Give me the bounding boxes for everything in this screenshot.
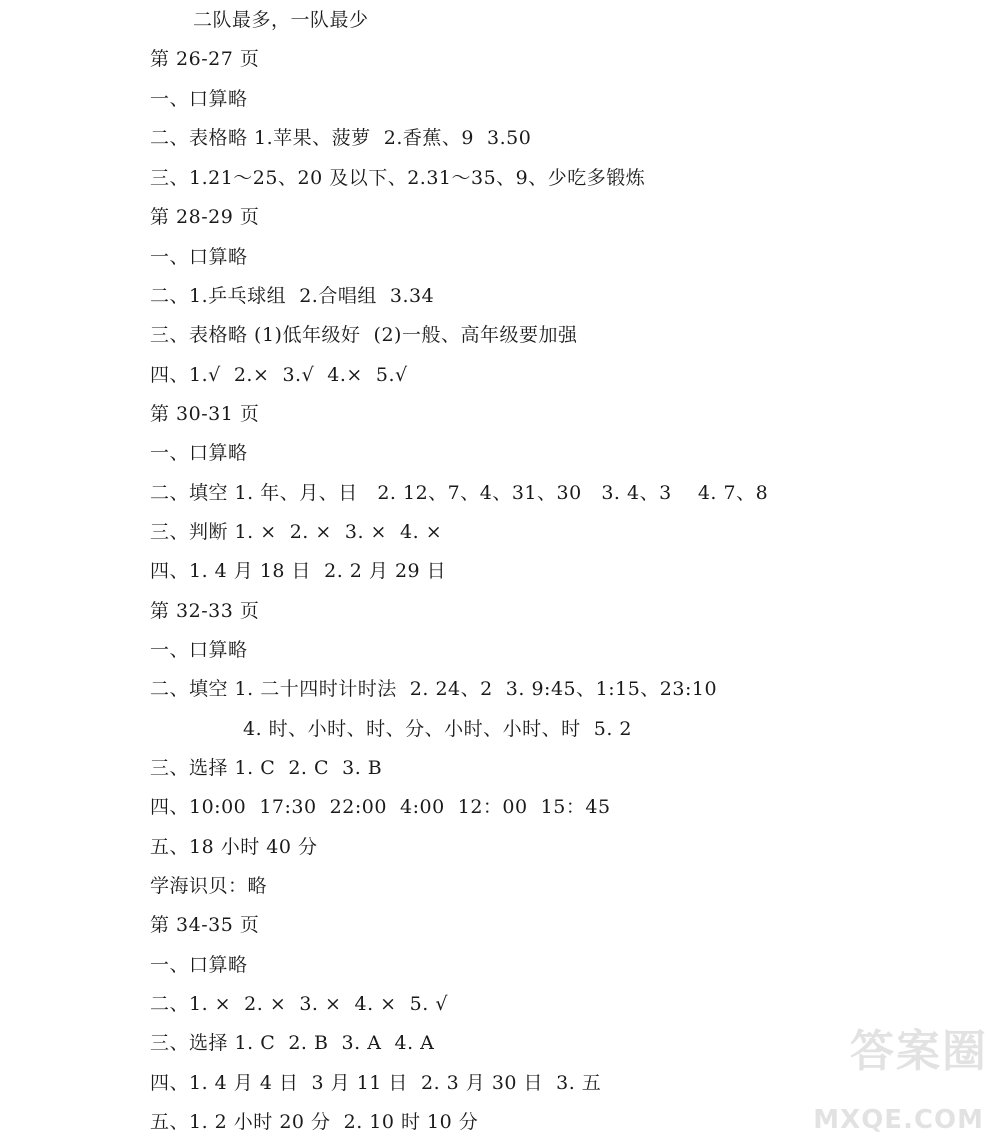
text-line-15: 四、1. 4 月 18 日 2. 2 月 29 日 <box>150 560 447 582</box>
text-line-12: 一、口算略 <box>150 442 248 464</box>
text-line-22: 五、18 小时 40 分 <box>150 836 318 858</box>
text-line-5: 三、1.21～25、20 及以下、2.31～35、9、少吃多锻炼 <box>150 167 646 189</box>
text-line-21: 四、10:00 17:30 22:00 4:00 12：00 15：45 <box>150 796 611 818</box>
text-line-13: 二、填空 1. 年、月、日 2. 12、7、4、31、30 3. 4、3 4. 7、8 <box>150 482 769 504</box>
section-heading-32-33: 第 32-33 页 <box>150 600 260 622</box>
text-line-4: 二、表格略 1.苹果、菠萝 2.香蕉、9 3.50 <box>150 127 532 149</box>
text-line-28: 四、1. 4 月 4 日 3 月 11 日 2. 3 月 30 日 3. 五 <box>150 1072 602 1094</box>
text-line-3: 一、口算略 <box>150 88 248 110</box>
text-line-18: 二、填空 1. 二十四时计时法 2. 24、2 3. 9:45、1:15、23:10 <box>150 678 718 700</box>
text-line-26: 二、1. × 2. × 3. × 4. × 5. √ <box>150 993 448 1015</box>
section-heading-28-29: 第 28-29 页 <box>150 206 260 228</box>
text-line-14: 三、判断 1. × 2. × 3. × 4. × <box>150 521 443 543</box>
text-line-27: 三、选择 1. C 2. B 3. A 4. A <box>150 1032 435 1054</box>
text-line-8: 二、1.乒乓球组 2.合唱组 3.34 <box>150 285 435 307</box>
text-line-20: 三、选择 1. C 2. C 3. B <box>150 757 383 779</box>
section-heading-30-31: 第 30-31 页 <box>150 403 260 425</box>
text-line-7: 一、口算略 <box>150 246 248 268</box>
section-heading-26-27: 第 26-27 页 <box>150 48 260 70</box>
text-line-25: 一、口算略 <box>150 954 248 976</box>
text-line-10: 四、1.√ 2.× 3.√ 4.× 5.√ <box>150 364 408 386</box>
text-line-1: 二队最多，一队最少 <box>193 9 369 31</box>
text-line-9: 三、表格略 (1)低年级好 (2)一般、高年级要加强 <box>150 324 578 346</box>
text-line-29: 五、1. 2 小时 20 分 2. 10 时 10 分 <box>150 1111 479 1133</box>
text-line-23: 学海识贝：略 <box>150 875 268 897</box>
site-watermark <box>798 1015 988 1135</box>
text-line-19: 4. 时、小时、时、分、小时、小时、时 5. 2 <box>243 718 633 740</box>
watermark-url-text: MXQE.COM <box>813 1105 984 1135</box>
watermark-logo-text: 答案圈 <box>850 1026 988 1077</box>
section-heading-34-35: 第 34-35 页 <box>150 914 260 936</box>
text-line-17: 一、口算略 <box>150 639 248 661</box>
